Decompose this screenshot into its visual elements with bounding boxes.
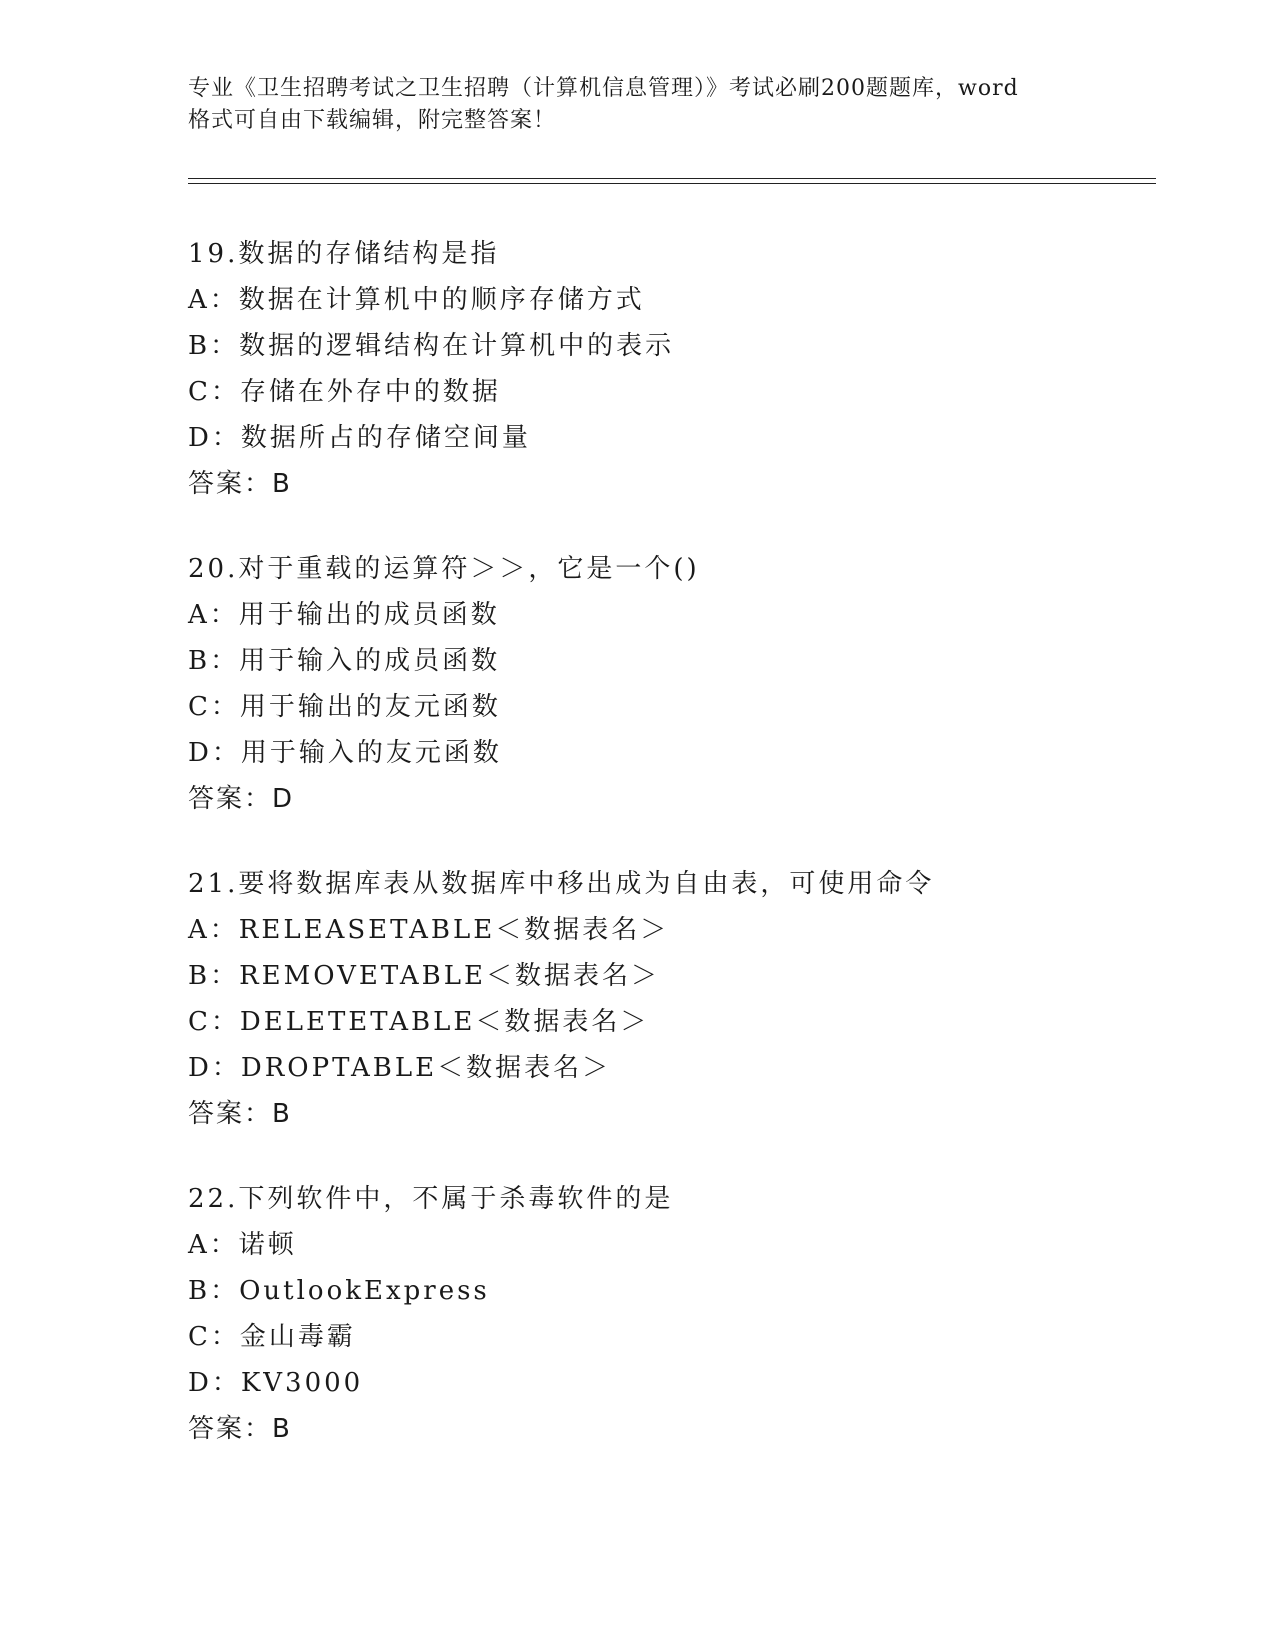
option-b: B：用于输入的成员函数: [188, 646, 501, 676]
option-d: D：数据所占的存储空间量: [188, 423, 531, 453]
option-a: A：用于输出的成员函数: [188, 600, 500, 630]
question-stem: 22.下列软件中，不属于杀毒软件的是: [188, 1184, 674, 1214]
answer-line: 答案：B: [188, 1099, 292, 1129]
option-d: D：DROPTABLE＜数据表名＞: [188, 1053, 612, 1083]
header-line-2: 格式可自由下载编辑，附完整答案！: [188, 108, 557, 133]
question-stem: 19.数据的存储结构是指: [188, 239, 500, 269]
question-20: [188, 546, 1168, 822]
option-b: B：REMOVETABLE＜数据表名＞: [188, 961, 660, 991]
question-22: [188, 1176, 1168, 1452]
option-c: C：存储在外存中的数据: [188, 377, 501, 407]
option-a: A：数据在计算机中的顺序存储方式: [188, 285, 645, 315]
option-b: B：OutlookExpress: [188, 1276, 490, 1306]
question-stem: 21.要将数据库表从数据库中移出成为自由表，可使用命令: [188, 869, 935, 899]
option-d: D：KV3000: [188, 1368, 364, 1398]
option-b: B：数据的逻辑结构在计算机中的表示: [188, 331, 675, 361]
option-a: A：RELEASETABLE＜数据表名＞: [188, 915, 670, 945]
header-divider-top: [188, 178, 1156, 179]
option-c: C：用于输出的友元函数: [188, 692, 501, 722]
answer-line: 答案：B: [188, 469, 292, 499]
question-19: [188, 231, 1168, 507]
question-21: [188, 861, 1168, 1137]
option-d: D：用于输入的友元函数: [188, 738, 502, 768]
document-header: [188, 73, 1108, 137]
answer-line: 答案：D: [188, 784, 295, 814]
option-c: C：金山毒霸: [188, 1322, 356, 1352]
option-a: A：诺顿: [188, 1230, 297, 1260]
option-c: C：DELETETABLE＜数据表名＞: [188, 1007, 650, 1037]
header-line-1: 专业《卫生招聘考试之卫生招聘（计算机信息管理）》考试必刷200题题库，word: [188, 76, 1019, 101]
header-divider-bottom: [188, 183, 1156, 184]
question-stem: 20.对于重载的运算符＞＞，它是一个(): [188, 554, 700, 584]
answer-line: 答案：B: [188, 1414, 292, 1444]
